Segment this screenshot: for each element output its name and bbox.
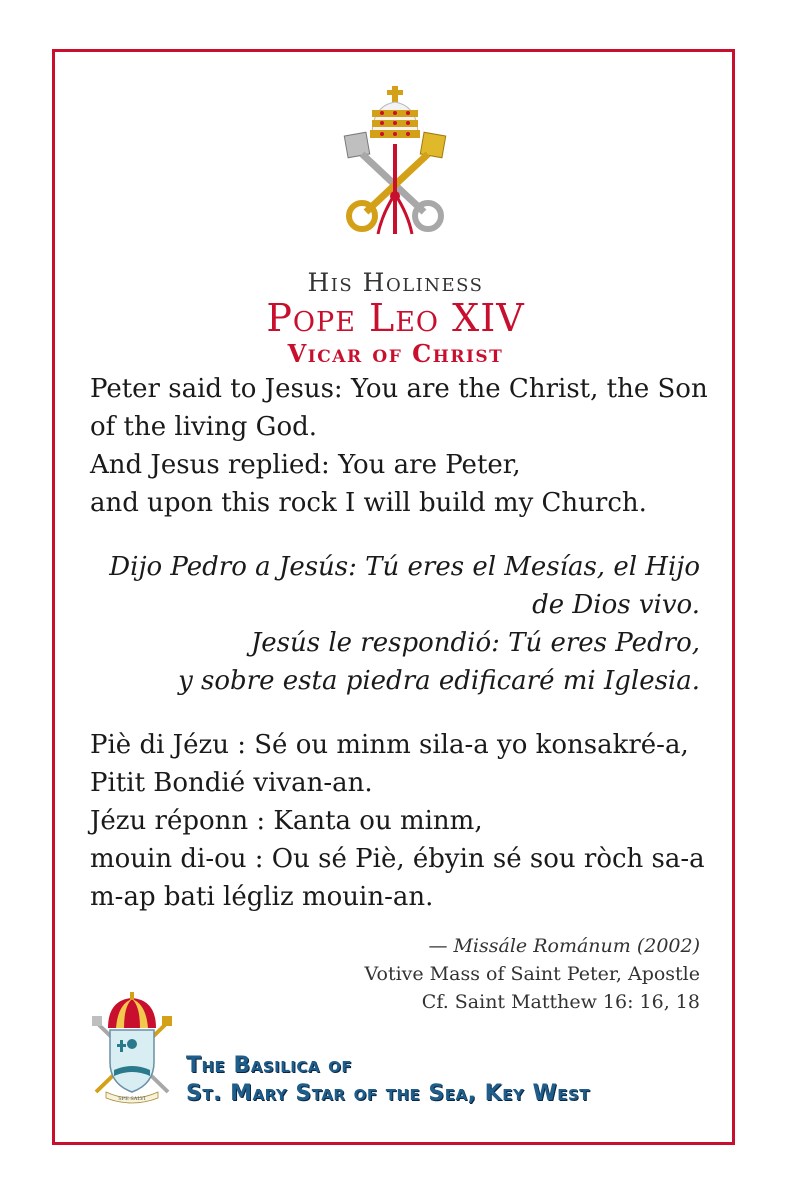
- basilica-name: [186, 1052, 646, 1108]
- english-verse: [90, 370, 710, 522]
- citation-source: — Missále Románum (2002): [428, 935, 700, 957]
- vicar-of-christ-heading: Vicar of Christ: [287, 339, 504, 368]
- spanish-verse: [90, 548, 700, 700]
- basilica-name-line1: The Basilica of: [186, 1053, 353, 1078]
- basilica-name-line2: St. Mary Star of the Sea, Key West: [186, 1081, 591, 1106]
- english-line: and upon this rock I will build my Church.: [90, 488, 647, 518]
- creole-line: Piè di Jézu : Sé ou minm sila-a yo konsakré-a, Pitit Bondié vivan-an.: [90, 730, 689, 798]
- english-line: And Jesus replied: You are Peter,: [90, 450, 521, 480]
- pope-name-heading: Pope Leo XIV: [266, 296, 525, 340]
- english-line: Peter said to Jesus: You are the Christ, the Son of the living God.: [90, 374, 708, 442]
- spanish-line: Dijo Pedro a Jesús: Tú eres el Mesías, el Hijo de Dios vivo.: [109, 552, 700, 620]
- creole-line: mouin di-ou : Ou sé Piè, ébyin sé sou ròch sa-a m-ap bati légliz mouin-an.: [90, 844, 705, 912]
- creole-line: Jézu réponn : Kanta ou minm,: [90, 806, 483, 836]
- citation-block: [300, 932, 700, 1016]
- basilica-motto: SPE SALVI: [118, 1096, 146, 1102]
- spanish-line: Jesús le respondió: Tú eres Pedro,: [250, 628, 700, 658]
- papal-keys-emblem: [338, 84, 452, 244]
- his-holiness-heading: His Holiness: [307, 268, 484, 297]
- basilica-crest-icon: [92, 992, 172, 1104]
- citation-reference: Cf. Saint Matthew 16: 16, 18: [421, 991, 700, 1013]
- citation-mass: Votive Mass of Saint Peter, Apostle: [364, 963, 700, 985]
- creole-verse: [90, 726, 710, 916]
- spanish-line: y sobre esta piedra edificaré mi Iglesia.: [178, 666, 700, 696]
